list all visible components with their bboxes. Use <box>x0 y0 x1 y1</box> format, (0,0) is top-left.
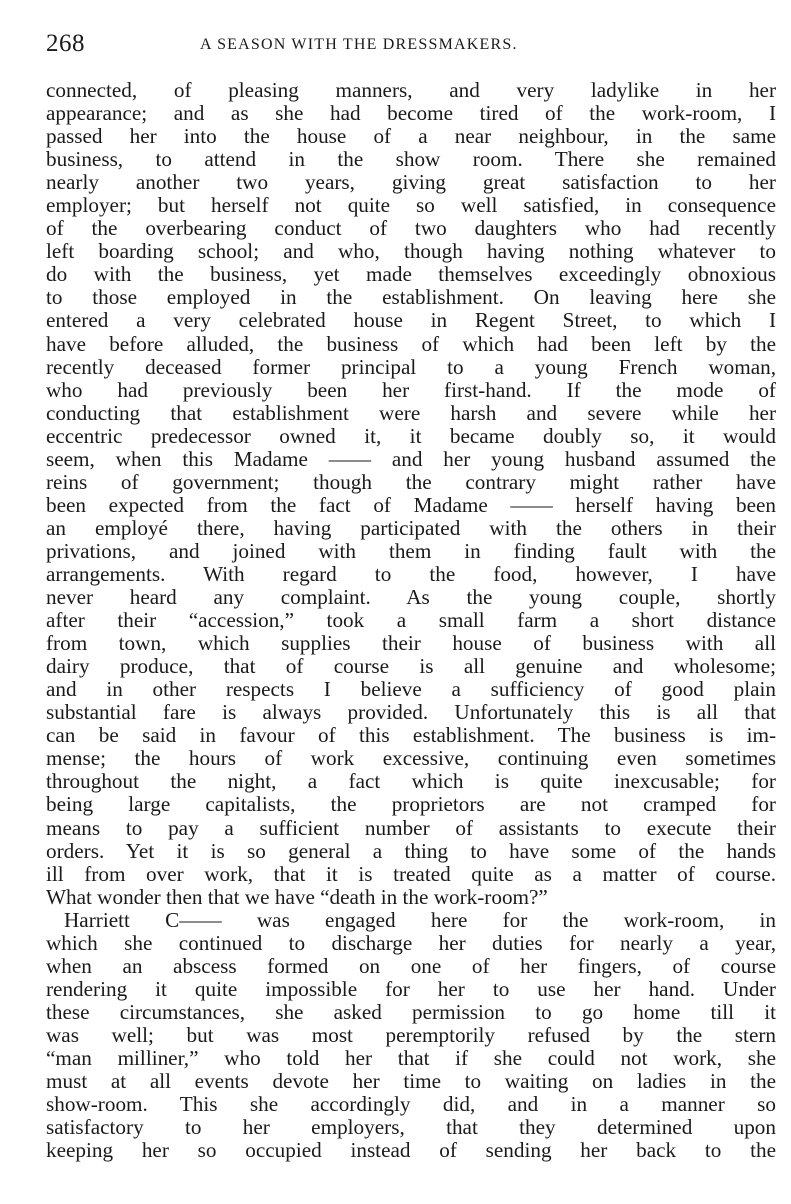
text-line: who had previously been her first-hand. If the mode of <box>46 378 776 402</box>
text-line: employer; but herself not quite so well satisfied, in consequence <box>46 194 776 218</box>
text-line: left boarding school; and who, though having nothing whatever to <box>46 240 776 264</box>
text-line: substantial fare is always provided. Unfortunately this is all that <box>46 701 776 725</box>
text-line: seem, when this Madame —— and her young husband assumed the <box>46 447 776 471</box>
text-line: was well; but was most peremptorily refused by the stern <box>46 1023 776 1047</box>
text-line: can be said in favour of this establishment. The business is im- <box>46 724 776 748</box>
text-line: privations, and joined with them in finding fault with the <box>46 539 776 563</box>
text-line: to those employed in the establishment. On leaving here she <box>46 286 776 310</box>
paragraph-first-line: Harriett C—— was engaged here for the work-room, in <box>64 908 776 932</box>
text-line: from town, which supplies their house of business with all <box>46 632 776 656</box>
text-line: reins of government; though the contrary might rather have <box>46 470 776 494</box>
text-line: appearance; and as she had become tired of the work-room, I <box>46 102 776 126</box>
text-line: means to pay a sufficient number of assistants to execute their <box>46 816 776 840</box>
text-line: of the overbearing conduct of two daughters who had recently <box>46 217 776 241</box>
text-line: dairy produce, that of course is all genuine and wholesome; <box>46 655 776 679</box>
text-line: show-room. This she accordingly did, and in a manner so <box>46 1093 776 1117</box>
text-line: orders. Yet it is so general a thing to have some of the hands <box>46 839 776 863</box>
text-line: eccentric predecessor owned it, it became doubly so, it would <box>46 424 776 448</box>
text-line: being large capitalists, the proprietors are not cramped for <box>46 793 776 817</box>
text-line: and in other respects I believe a sufficiency of good plain <box>46 678 776 702</box>
running-title: A SEASON WITH THE DRESSMAKERS. <box>200 36 518 53</box>
text-line: mense; the hours of work excessive, continuing even sometimes <box>46 747 776 771</box>
text-line: been expected from the fact of Madame —— herself having been <box>46 493 776 517</box>
text-line: have before alluded, the business of which had been left by the <box>46 332 776 356</box>
page-number: 268 <box>46 30 85 57</box>
text-line: when an abscess formed on one of her fingers, of course <box>46 954 776 978</box>
text-line: connected, of pleasing manners, and very ladylike in her <box>46 79 776 102</box>
text-line: never heard any complaint. As the young couple, shortly <box>46 586 776 610</box>
text-line: do with the business, yet made themselves exceedingly obnoxious <box>46 263 776 287</box>
text-line: “man milliner,” who told her that if she could not work, she <box>46 1046 776 1070</box>
running-head <box>46 26 773 66</box>
text-line: must at all events devote her time to waiting on ladies in the <box>46 1070 776 1094</box>
text-line: ill from over work, that it is treated quite as a matter of course. <box>46 862 776 886</box>
text-line: throughout the night, a fact which is quite inexcusable; for <box>46 770 776 794</box>
text-line: after their “accession,” took a small farm a short distance <box>46 609 776 633</box>
body-text <box>46 79 776 1162</box>
text-line: rendering it quite impossible for her to use her hand. Under <box>46 977 776 1001</box>
text-line: satisfactory to her employers, that they determined upon <box>46 1116 776 1140</box>
text-line: an employé there, having participated with the others in their <box>46 516 776 540</box>
paragraph-last-line: What wonder then that we have “death in the work-room?” <box>46 885 548 909</box>
text-line: which she continued to discharge her duties for nearly a year, <box>46 931 776 955</box>
text-line: these circumstances, she asked permission to go home till it <box>46 1000 776 1024</box>
text-line: keeping her so occupied instead of sending her back to the <box>46 1139 776 1163</box>
text-line: arrangements. With regard to the food, however, I have <box>46 562 776 586</box>
text-line: nearly another two years, giving great satisfaction to her <box>46 171 776 195</box>
text-line: conducting that establishment were harsh and severe while her <box>46 401 776 425</box>
text-line: entered a very celebrated house in Regent Street, to which I <box>46 309 776 333</box>
text-line: passed her into the house of a near neighbour, in the same <box>46 125 776 149</box>
text-line: business, to attend in the show room. There she remained <box>46 148 776 172</box>
text-line: recently deceased former principal to a young French woman, <box>46 355 776 379</box>
